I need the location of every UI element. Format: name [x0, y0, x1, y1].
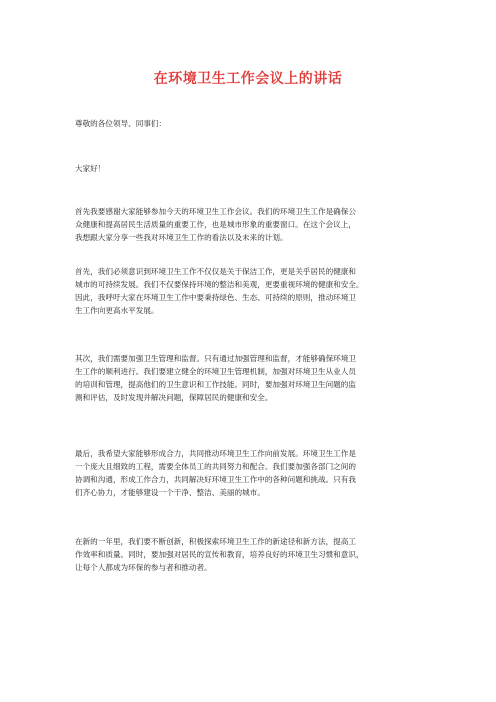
greeting: 大家好！ [75, 164, 106, 173]
paragraph-line: 众健康和提高居民生活质量的重要工作，也是城市形象的重要窗口。在这个会议上， [75, 220, 356, 230]
paragraph-line: 协调和沟通，形成工作合力，共同解决好环境卫生工作中的各种问题和挑战。只有我 [75, 475, 356, 485]
paragraph-line: 一个庞大且细致的工程，需要全体员工的共同努力和配合。我们要加强各部门之间的 [75, 462, 356, 472]
paragraph-line: 城市的可持续发展。我们不仅要保持环境的整洁和美观，更要重视环境的健康和安全。 [75, 280, 364, 290]
paragraph-line: 在新的一年里，我们要不断创新，积极探索环境卫生工作的新途径和新方法，提高工 [75, 537, 356, 546]
paragraph-1 [75, 205, 435, 244]
paragraph-4 [75, 447, 435, 499]
paragraph-line: 最后，我希望大家能够形成合力，共同推动环境卫生工作向前发展。环境卫生工作是 [75, 449, 356, 458]
paragraph-line: 的培训和管理，提高他们的卫生意识和工作技能。同时，要加强对环境卫生问题的监 [75, 380, 356, 390]
paragraph-line: 因此，我呼吁大家在环境卫生工作中要秉持绿色、生态、可持续的原则，推动环境卫 [75, 293, 356, 303]
paragraph-line: 首先，我们必须意识到环境卫生工作不仅仅是关于保洁工作，更是关乎居民的健康和 [75, 267, 356, 276]
paragraph-line: 让每个人都成为环保的参与者和推动者。 [75, 563, 212, 573]
salutation: 尊敬的各位领导、同事们： [75, 119, 167, 128]
paragraph-5 [75, 535, 435, 574]
paragraph-line: 测和评估，及时发现并解决问题，保障居民的健康和安全。 [75, 393, 273, 403]
document-title: 在环境卫生工作会议上的讲话 [153, 71, 343, 87]
paragraph-line: 们齐心协力，才能够建设一个干净、整洁、美丽的城市。 [75, 488, 265, 498]
paragraph-line: 作效率和质量。同时，要加强对居民的宣传和教育，培养良好的环境卫生习惯和意识， [75, 550, 364, 560]
paragraph-line: 首先我要感谢大家能够参加今天的环境卫生工作会议。我们的环境卫生工作是确保公 [75, 207, 356, 216]
paragraph-line: 其次，我们需要加强卫生管理和监督。只有通过加强管理和监督，才能够确保环境卫 [75, 354, 356, 363]
paragraph-line: 我想跟大家分享一些我对环境卫生工作的看法以及未来的计划。 [75, 233, 288, 243]
paragraph-line: 生工作向更高水平发展。 [75, 306, 159, 316]
paragraph-line: 生工作的顺利进行。我们要建立健全的环境卫生管理机制，加强对环境卫生从业人员 [75, 367, 356, 377]
paragraph-2 [75, 265, 435, 317]
paragraph-3 [75, 352, 435, 404]
